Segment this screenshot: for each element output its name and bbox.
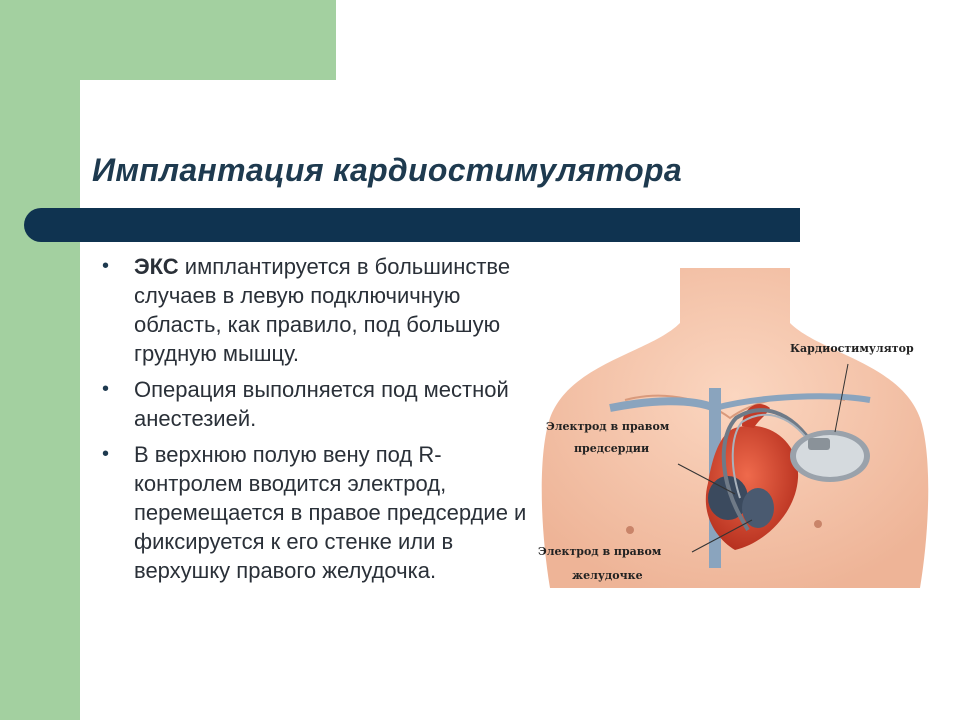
bullet-dot-icon: • bbox=[102, 255, 110, 277]
slide-title: Имплантация кардиостимулятора bbox=[92, 152, 682, 188]
bullet-text: В верхнюю полую вену под R-контролем вводится электрод, перемещается в правое предсердие и фиксируется к его стенке или в верхушку правого желудочка. bbox=[134, 442, 527, 583]
ventricle-electrode-label-line2: желудочке bbox=[572, 569, 643, 582]
bullet-item bbox=[100, 252, 540, 368]
bullet-item bbox=[100, 375, 540, 433]
bullet-dot-icon: • bbox=[102, 378, 110, 400]
atrium-electrode-label-line2: предсердии bbox=[574, 442, 650, 455]
green-accent-left bbox=[0, 0, 80, 720]
pacemaker-illustration bbox=[530, 268, 940, 608]
pacemaker-label: Кардиостимулятор bbox=[790, 342, 914, 355]
pacemaker-device bbox=[790, 430, 870, 482]
title-underline-bar bbox=[24, 208, 800, 242]
atrium-electrode-label-line1: Электрод в правом bbox=[546, 420, 670, 433]
bullet-item bbox=[100, 440, 540, 585]
bullet-emphasis: ЭКС bbox=[134, 254, 179, 279]
bullet-dot-icon: • bbox=[102, 443, 110, 465]
bullet-text: Операция выполняется под местной анестезией. bbox=[134, 377, 509, 431]
bullet-list bbox=[100, 252, 540, 592]
ventricle-electrode-label-line1: Электрод в правом bbox=[538, 545, 662, 558]
bullet-text: имплантируется в большинстве случаев в левую подключичную область, как правило, под большую грудную мышцу. bbox=[134, 254, 511, 366]
